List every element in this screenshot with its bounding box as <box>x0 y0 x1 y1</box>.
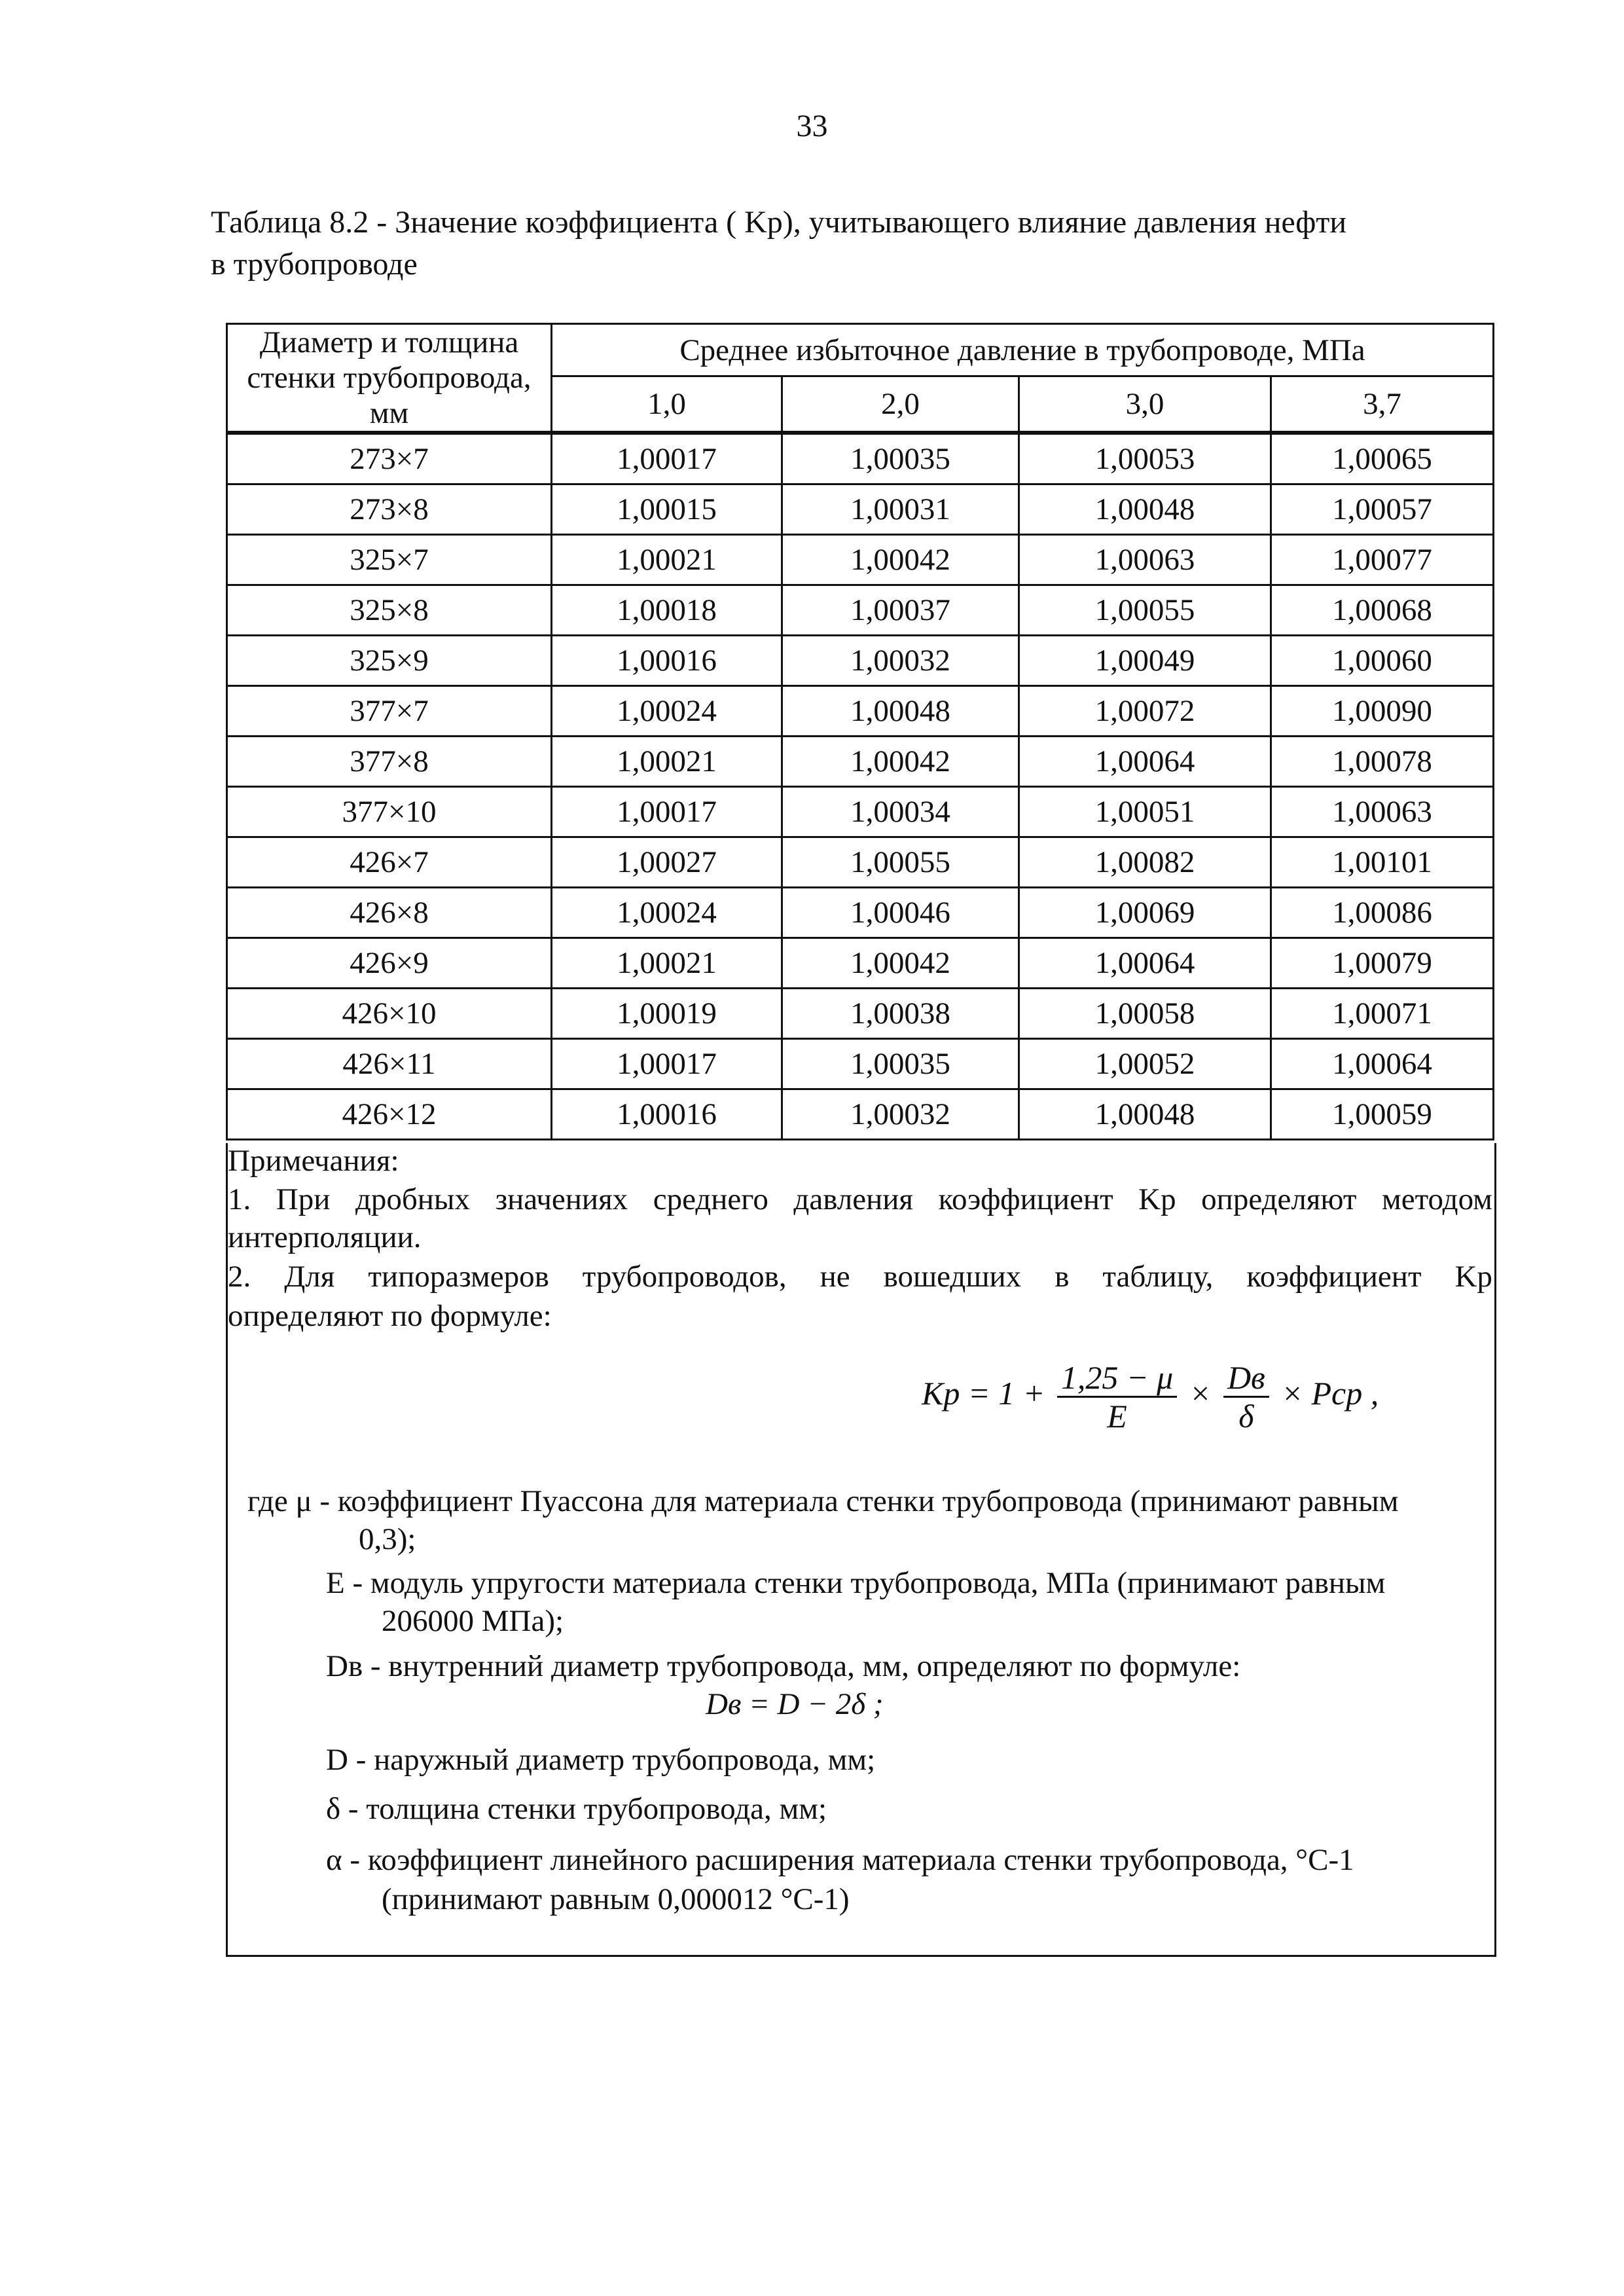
group-header: Среднее избыточное давление в трубопроводе, МПа <box>552 324 1494 376</box>
table-row <box>227 585 1494 636</box>
def-d: D - наружный диаметр трубопровода, мм; <box>326 1743 876 1777</box>
coefficient-cell: 1,00048 <box>1019 484 1271 535</box>
coefficient-cell: 1,00101 <box>1271 837 1494 888</box>
page-number: 33 <box>796 109 828 143</box>
coefficient-cell: 1,00057 <box>1271 484 1494 535</box>
coefficient-cell: 1,00021 <box>552 938 782 989</box>
pipe-size-cell: 325×8 <box>227 585 552 636</box>
coefficient-cell: 1,00017 <box>552 1039 782 1089</box>
word: методом <box>1382 1182 1492 1216</box>
coefficient-cell: 1,00069 <box>1019 888 1271 938</box>
kp-formula <box>922 1359 1379 1438</box>
note-1-text <box>228 1182 1492 1217</box>
note-1-line-1 <box>228 1182 1492 1217</box>
coefficient-cell: 1,00079 <box>1271 938 1494 989</box>
coefficient-cell: 1,00058 <box>1019 989 1271 1039</box>
pipe-size-cell: 377×7 <box>227 686 552 737</box>
note-1-line-2: интерполяции. <box>228 1220 422 1254</box>
coefficient-cell: 1,00031 <box>782 484 1019 535</box>
word: таблицу, <box>1102 1260 1214 1294</box>
column-header: 2,0 <box>782 376 1019 433</box>
coefficient-cell: 1,00048 <box>782 686 1019 737</box>
notes-box <box>226 1143 1496 1957</box>
pipe-size-cell: 426×7 <box>227 837 552 888</box>
table-row <box>227 737 1494 787</box>
def-e-line-1: Е - модуль упругости материала стенки трубопровода, МПа (принимают равным <box>326 1566 1386 1600</box>
coefficient-table <box>226 323 1494 1140</box>
coefficient-cell: 1,00063 <box>1019 535 1271 585</box>
formula-lhs: Kp = 1 + <box>922 1374 1045 1412</box>
table-row <box>227 686 1494 737</box>
table-row <box>227 636 1494 686</box>
fraction-2-numerator: Dв <box>1223 1359 1269 1398</box>
table-row <box>227 837 1494 888</box>
table-row <box>227 484 1494 535</box>
formula-times: × <box>1189 1374 1212 1412</box>
coefficient-cell: 1,00068 <box>1271 585 1494 636</box>
coefficient-cell: 1,00090 <box>1271 686 1494 737</box>
def-delta: δ - толщина стенки трубопровода, мм; <box>326 1792 827 1826</box>
notes-heading: Примечания: <box>228 1144 399 1178</box>
pipe-size-cell: 377×10 <box>227 787 552 837</box>
table-row <box>227 1089 1494 1140</box>
coefficient-cell: 1,00015 <box>552 484 782 535</box>
def-alpha-line-1: α - коэффициент линейного расширения материала стенки трубопровода, °С-1 <box>326 1843 1354 1877</box>
coefficient-cell: 1,00086 <box>1271 888 1494 938</box>
def-e-line-2: 206000 МПа); <box>382 1604 564 1638</box>
word: Для <box>284 1260 335 1294</box>
word: определяют <box>1201 1182 1357 1216</box>
coefficient-cell: 1,00053 <box>1019 433 1271 484</box>
word: 1. <box>228 1182 251 1216</box>
def-mu-line-2: 0,3); <box>359 1522 416 1556</box>
note-2-line-1 <box>228 1259 1492 1294</box>
word: в <box>1055 1260 1070 1294</box>
fraction-2-denominator: δ <box>1238 1398 1254 1434</box>
coefficient-cell: 1,00071 <box>1271 989 1494 1039</box>
pipe-size-cell: 273×8 <box>227 484 552 535</box>
coefficient-cell: 1,00042 <box>782 938 1019 989</box>
word: коэффициент <box>1246 1260 1422 1294</box>
word: трубопроводов, <box>582 1260 787 1294</box>
coefficient-cell: 1,00024 <box>552 686 782 737</box>
coefficient-cell: 1,00055 <box>782 837 1019 888</box>
word: дробных <box>355 1182 471 1216</box>
caption-line-2: в трубопроводе <box>211 247 418 282</box>
pipe-size-cell: 325×9 <box>227 636 552 686</box>
coefficient-cell: 1,00055 <box>1019 585 1271 636</box>
word: коэффициент <box>938 1182 1113 1216</box>
coefficient-cell: 1,00021 <box>552 737 782 787</box>
coefficient-cell: 1,00021 <box>552 535 782 585</box>
coefficient-cell: 1,00035 <box>782 433 1019 484</box>
word: Kp <box>1454 1260 1492 1294</box>
coefficient-cell: 1,00078 <box>1271 737 1494 787</box>
word: Kp <box>1138 1182 1176 1216</box>
coefficient-cell: 1,00065 <box>1271 433 1494 484</box>
formula-rhs: × Pср , <box>1281 1374 1379 1412</box>
coefficient-cell: 1,00034 <box>782 787 1019 837</box>
def-mu-line-1: где μ - коэффициент Пуассона для материала стенки трубопровода (принимают равным <box>247 1484 1399 1518</box>
coefficient-cell: 1,00032 <box>782 1089 1019 1140</box>
coefficient-cell: 1,00072 <box>1019 686 1271 737</box>
table-row <box>227 787 1494 837</box>
word: не <box>820 1260 850 1294</box>
table-row <box>227 888 1494 938</box>
coefficient-cell: 1,00037 <box>782 585 1019 636</box>
coefficient-cell: 1,00032 <box>782 636 1019 686</box>
fraction-2 <box>1223 1359 1269 1434</box>
coefficient-cell: 1,00018 <box>552 585 782 636</box>
coefficient-cell: 1,00064 <box>1019 737 1271 787</box>
word: среднего <box>653 1182 768 1216</box>
column-header: 3,7 <box>1271 376 1494 433</box>
pipe-size-cell: 426×12 <box>227 1089 552 1140</box>
word: вошедших <box>883 1260 1022 1294</box>
coefficient-cell: 1,00052 <box>1019 1039 1271 1089</box>
pipe-size-cell: 426×8 <box>227 888 552 938</box>
def-alpha-line-2: (принимают равным 0,000012 °С-1) <box>382 1882 850 1916</box>
coefficient-cell: 1,00042 <box>782 535 1019 585</box>
table-row <box>227 535 1494 585</box>
coefficient-cell: 1,00077 <box>1271 535 1494 585</box>
column-header: 1,0 <box>552 376 782 433</box>
word: При <box>276 1182 331 1216</box>
pipe-size-cell: 426×10 <box>227 989 552 1039</box>
coefficient-cell: 1,00038 <box>782 989 1019 1039</box>
table-row <box>227 1039 1494 1089</box>
caption-line-1: Таблица 8.2 - Значение коэффициента ( Kp), учитывающего влияние давления нефти <box>211 205 1347 240</box>
coefficient-cell: 1,00019 <box>552 989 782 1039</box>
word: 2. <box>228 1260 251 1294</box>
column-header: 3,0 <box>1019 376 1271 433</box>
coefficient-cell: 1,00048 <box>1019 1089 1271 1140</box>
pipe-size-cell: 426×9 <box>227 938 552 989</box>
fraction-1 <box>1057 1359 1177 1434</box>
pipe-size-cell: 273×7 <box>227 433 552 484</box>
pipe-size-cell: 325×7 <box>227 535 552 585</box>
table-caption <box>211 202 1520 285</box>
coefficient-cell: 1,00016 <box>552 636 782 686</box>
coefficient-cell: 1,00082 <box>1019 837 1271 888</box>
coefficient-cell: 1,00042 <box>782 737 1019 787</box>
word: значениях <box>495 1182 628 1216</box>
note-2-line-2: определяют по формуле: <box>228 1299 552 1333</box>
word: типоразмеров <box>368 1260 549 1294</box>
pipe-size-cell: 426×11 <box>227 1039 552 1089</box>
coefficient-cell: 1,00059 <box>1271 1089 1494 1140</box>
coefficient-cell: 1,00060 <box>1271 636 1494 686</box>
fraction-1-denominator: E <box>1107 1398 1127 1434</box>
stub-header: Диаметр и толщина стенки трубопровода, мм <box>227 324 552 433</box>
coefficient-cell: 1,00051 <box>1019 787 1271 837</box>
coefficient-cell: 1,00016 <box>552 1089 782 1140</box>
fraction-1-numerator: 1,25 − μ <box>1057 1359 1177 1398</box>
table-row <box>227 938 1494 989</box>
table-row <box>227 989 1494 1039</box>
word: давления <box>793 1182 914 1216</box>
coefficient-cell: 1,00024 <box>552 888 782 938</box>
coefficient-cell: 1,00046 <box>782 888 1019 938</box>
coefficient-cell: 1,00064 <box>1019 938 1271 989</box>
def-dv: Dв - внутренний диаметр трубопровода, мм, определяют по формуле: <box>326 1649 1241 1683</box>
coefficient-cell: 1,00064 <box>1271 1039 1494 1089</box>
coefficient-cell: 1,00027 <box>552 837 782 888</box>
formula-dv: Dв = D − 2δ ; <box>706 1687 884 1721</box>
pipe-size-cell: 377×8 <box>227 737 552 787</box>
coefficient-cell: 1,00017 <box>552 787 782 837</box>
coefficient-cell: 1,00063 <box>1271 787 1494 837</box>
note-2-text <box>228 1259 1492 1294</box>
coefficient-cell: 1,00049 <box>1019 636 1271 686</box>
coefficient-cell: 1,00017 <box>552 433 782 484</box>
coefficient-cell: 1,00035 <box>782 1039 1019 1089</box>
table-row <box>227 433 1494 484</box>
